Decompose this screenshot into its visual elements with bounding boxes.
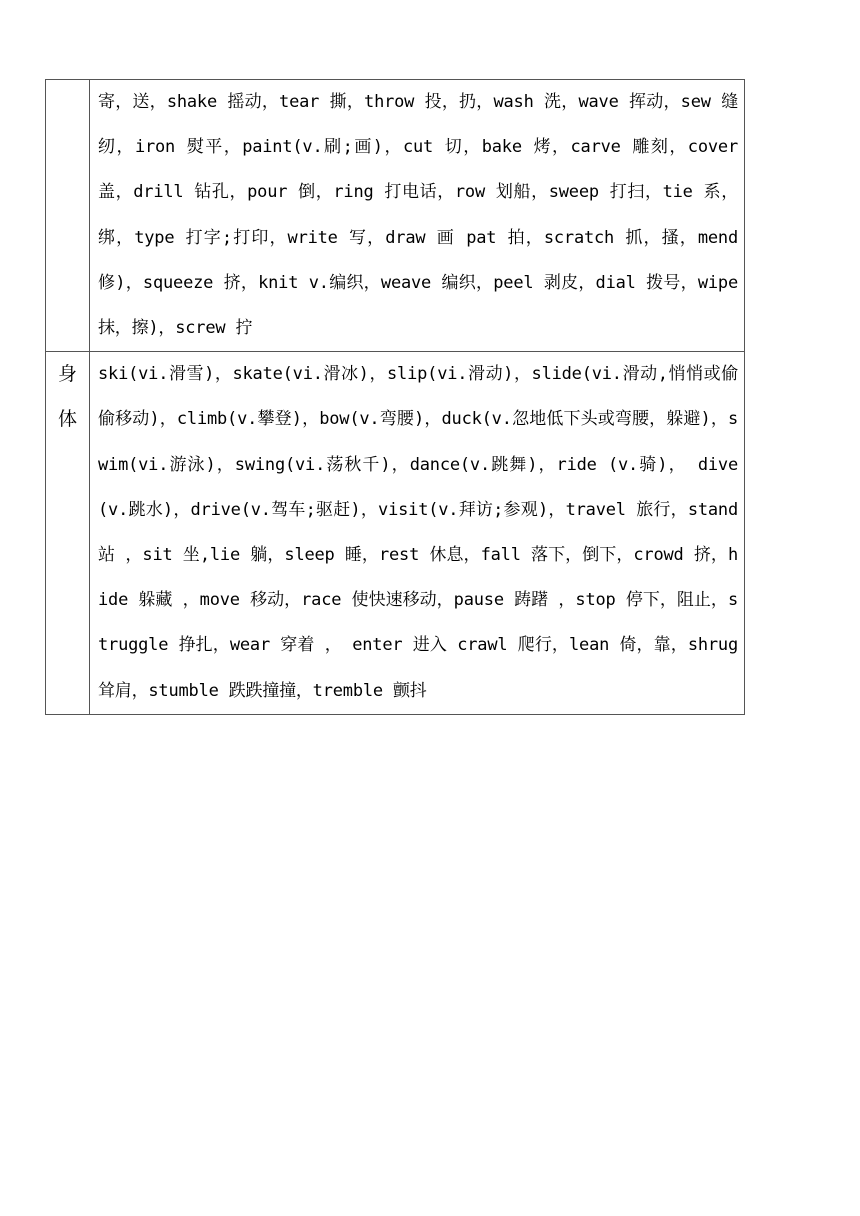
table-row	[46, 352, 745, 715]
word-list: 寄，送，shake 摇动，tear 撕，throw 投，扔，wash 洗，wave 挥动，sew 缝纫，iron 熨平，paint(v.刷;画)，cut 切，bake 烤，carve 雕刻，cover 盖，drill 钻孔，pour 倒，ring 打电话，row 划船，sweep 打扫，tie 系，绑，type 打字;打印，write 写，draw 画 pat 拍，scratch 抓，搔，mend 修)，squeeze 挤，knit v.编织，weave 编织，peel 剥皮，dial 拨号，wipe 抹，擦)，screw 拧	[98, 92, 738, 339]
word-list: ski(vi.滑雪)，skate(vi.滑冰)，slip(vi.滑动)，slide(vi.滑动,悄悄或偷偷移动)，climb(v.攀登)，bow(v.弯腰)，duck(v.忽地低下头或弯腰，躲避)，swim(vi.游泳)，swing(vi.荡秋千)，dance(v.跳舞)，ride (v.骑)， dive(v.跳水)，drive(v.驾车;驱赶)，visit(v.拜访;参观)，travel 旅行，stand 站 ，sit 坐,lie 躺，sleep 睡，rest 休息，fall 落下，倒下，crowd 挤，hide 躲藏 ，move 移动，race 使快速移动，pause 踌躇 ，stop 停下，阻止，struggle 挣扎，wear 穿着 ， enter 进入 crawl 爬行，lean 倚，靠，shrug 耸肩，stumble 跌跌撞撞，tremble 颤抖	[98, 364, 738, 701]
category-label: 身体	[57, 363, 77, 431]
vocabulary-table	[45, 79, 745, 715]
category-cell	[46, 80, 90, 352]
words-cell	[90, 80, 745, 352]
words-cell	[90, 352, 745, 715]
category-cell	[46, 352, 90, 715]
table-row	[46, 80, 745, 352]
